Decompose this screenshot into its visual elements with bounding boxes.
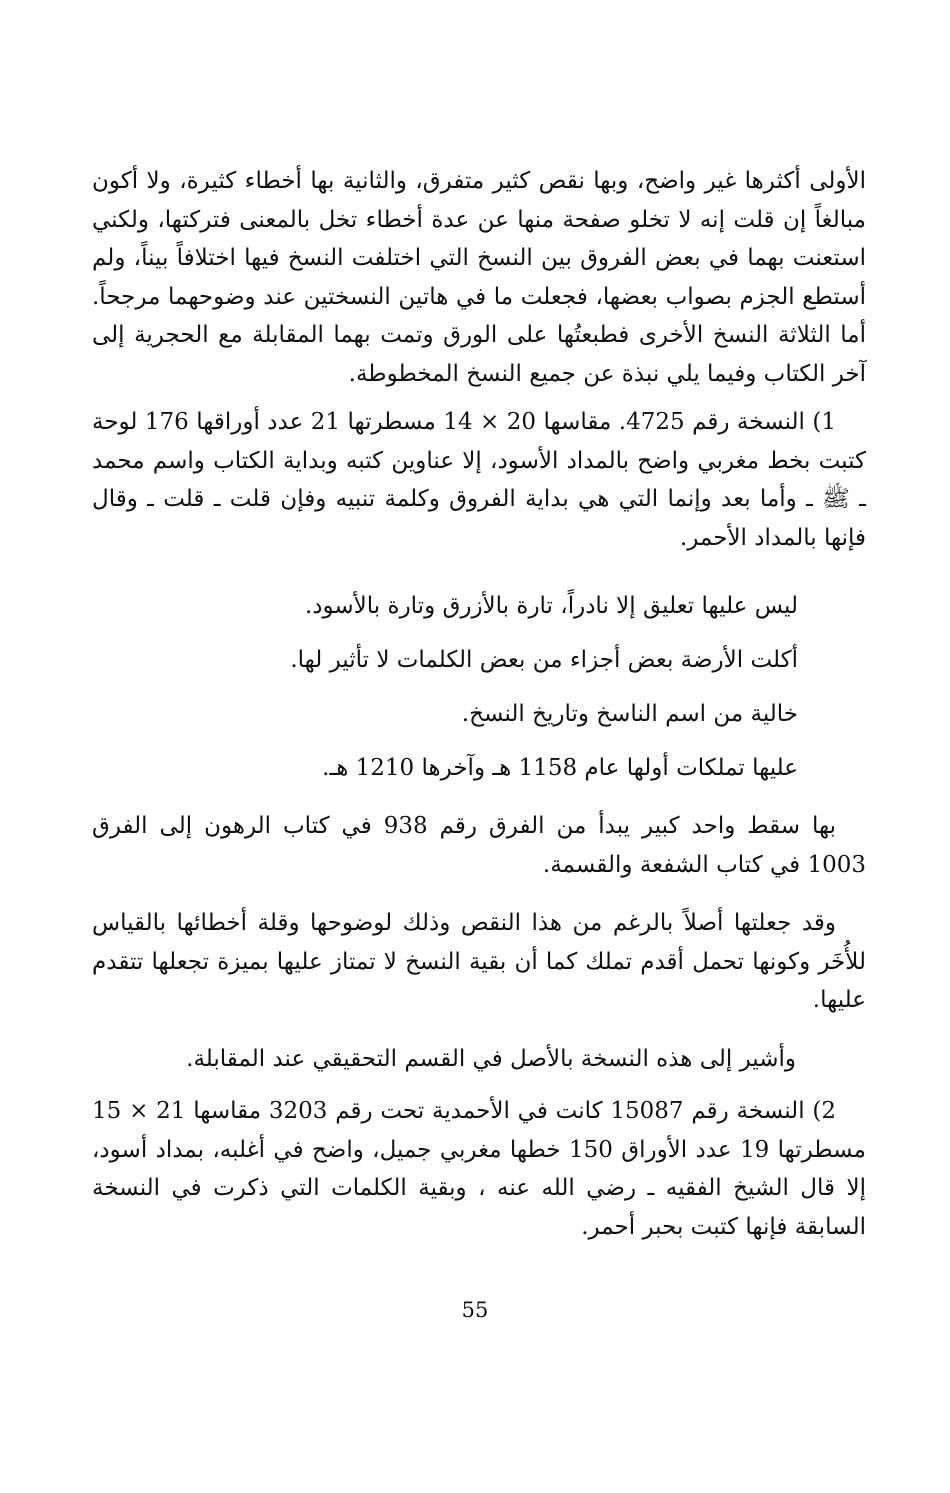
- reason-paragraph: وقد جعلتها أصلاً بالرغم من هذا النقص وذلك لوضوحها وقلة أخطائها بالقياس للأُخَر وكونها تحمل أقدم تملك كما أن بقية النسخ لا تمتاز عليها بميزة تجعلها تتقدم عليها.: [92, 910, 866, 1013]
- intro-paragraph: الأولى أكثرها غير واضح، وبها نقص كثير متفرق، والثانية بها أخطاء كثيرة، ولا أكون مبالغاً إن قلت إنه لا تخلو صفحة منها عن عدة أخطاء تخل بالمعنى فتركتها، ولكني استعنت بهما في بعض الفروق بين النسخ التي اختلفت النسخ فيها اختلافاً بيناً، ولم أستطع الجزم بصواب بعضها، فجعلت ما في هاتين النسختين عند وضوحهما مرجحاً. أما الثلاثة النسخ الأخرى فطبعتُها على الورق وتمت بهما المقابلة مع الحجرية إلى آخر الكتاب وفيما يلي نبذة عن جميع النسخ المخطوطة.: [92, 168, 866, 387]
- manuscript-1-paragraph: 1) النسخة رقم 4725. مقاسها 20 × 14 مسطرتها 21 عدد أوراقها 176 لوحة كتبت بخط مغربي واضح بالمداد الأسود، إلا عناوين كتبه وبداية الكتاب واسم محمد ـ ﷺ ـ وأما بعد وإنما التي هي بداية الفروق وكلمة تنبيه وفإن قلت ـ قلت ـ وقال فإنها بالمداد الأحمر.: [92, 409, 866, 551]
- gap-paragraph: بها سقط واحد كبير يبدأ من الفرق رقم 938 في كتاب الرهون إلى الفرق 1003 في كتاب الشفعة والقسمة.: [92, 813, 866, 878]
- page-body: [92, 162, 866, 1246]
- list-item: خالية من اسم الناسخ وتاريخ النسخ.: [461, 701, 798, 727]
- list-item: أكلت الأرضة بعض أجزاء من بعض الكلمات لا تأثير لها.: [290, 647, 798, 673]
- manuscript-1-notes-list: [92, 579, 866, 795]
- manuscript-2-paragraph: 2) النسخة رقم 15087 كانت في الأحمدية تحت رقم 3203 مقاسها 21 × 15 مسطرتها 19 عدد الأوراق 150 خطها مغربي جميل، واضح في أغلبه، بمداد أسود، إلا قال الشيخ الفقيه ـ رضي الله عنه ، وبقية الكلمات التي ذكرت في النسخة السابقة فإنها كتبت بحبر أحمر.: [92, 1098, 867, 1240]
- reference-paragraph: وأشير إلى هذه النسخة بالأصل في القسم التحقيقي عند المقابلة.: [186, 1045, 796, 1072]
- list-item: ليس عليها تعليق إلا نادراً، تارة بالأزرق وتارة بالأسود.: [304, 593, 798, 619]
- list-item: عليها تملكات أولها عام 1158 هـ وآخرها 1210 هـ.: [322, 755, 798, 781]
- page-number: 55: [461, 1298, 489, 1322]
